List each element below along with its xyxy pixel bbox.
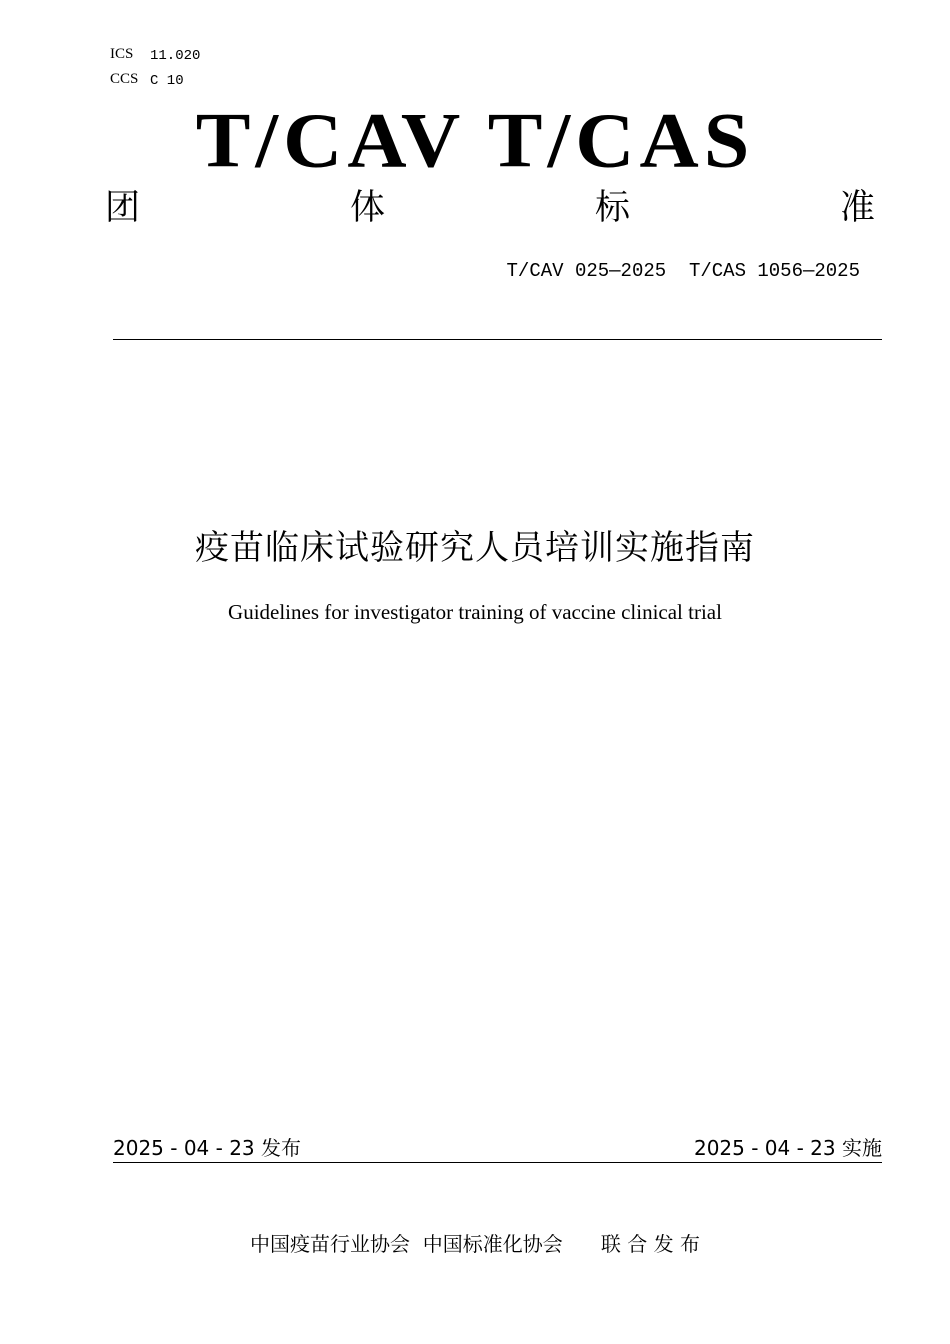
standard-type-char: 体 xyxy=(349,188,385,228)
ccs-value: C 10 xyxy=(150,73,184,89)
title-chinese: 疫苗临床试验研究人员培训实施指南 xyxy=(195,528,755,568)
standard-type-char: 准 xyxy=(839,188,875,228)
implementation-date: 2025 - 04 - 23 实施 xyxy=(693,1136,882,1160)
standard-type-char: 团 xyxy=(105,188,141,228)
publishers: 中国疫苗行业协会 中国标准化协会 联 合 发 布 xyxy=(250,1232,700,1256)
standard-type xyxy=(105,188,875,228)
ics-value: 11.020 xyxy=(150,48,201,64)
standard-number: T/CAV 025—2025 T/CAS 1056—2025 xyxy=(506,260,860,282)
ics-label: ICS xyxy=(110,46,134,62)
release-date: 2025 - 04 - 23 发布 xyxy=(113,1136,302,1160)
ccs-label: CCS xyxy=(110,71,139,87)
header-divider xyxy=(113,339,882,340)
standard-type-char: 标 xyxy=(594,188,630,228)
organization-codes: T/CAV T/CAS xyxy=(195,97,755,184)
footer-divider xyxy=(113,1162,882,1163)
title-english: Guidelines for investigator training of vaccine clinical trial xyxy=(228,600,722,624)
